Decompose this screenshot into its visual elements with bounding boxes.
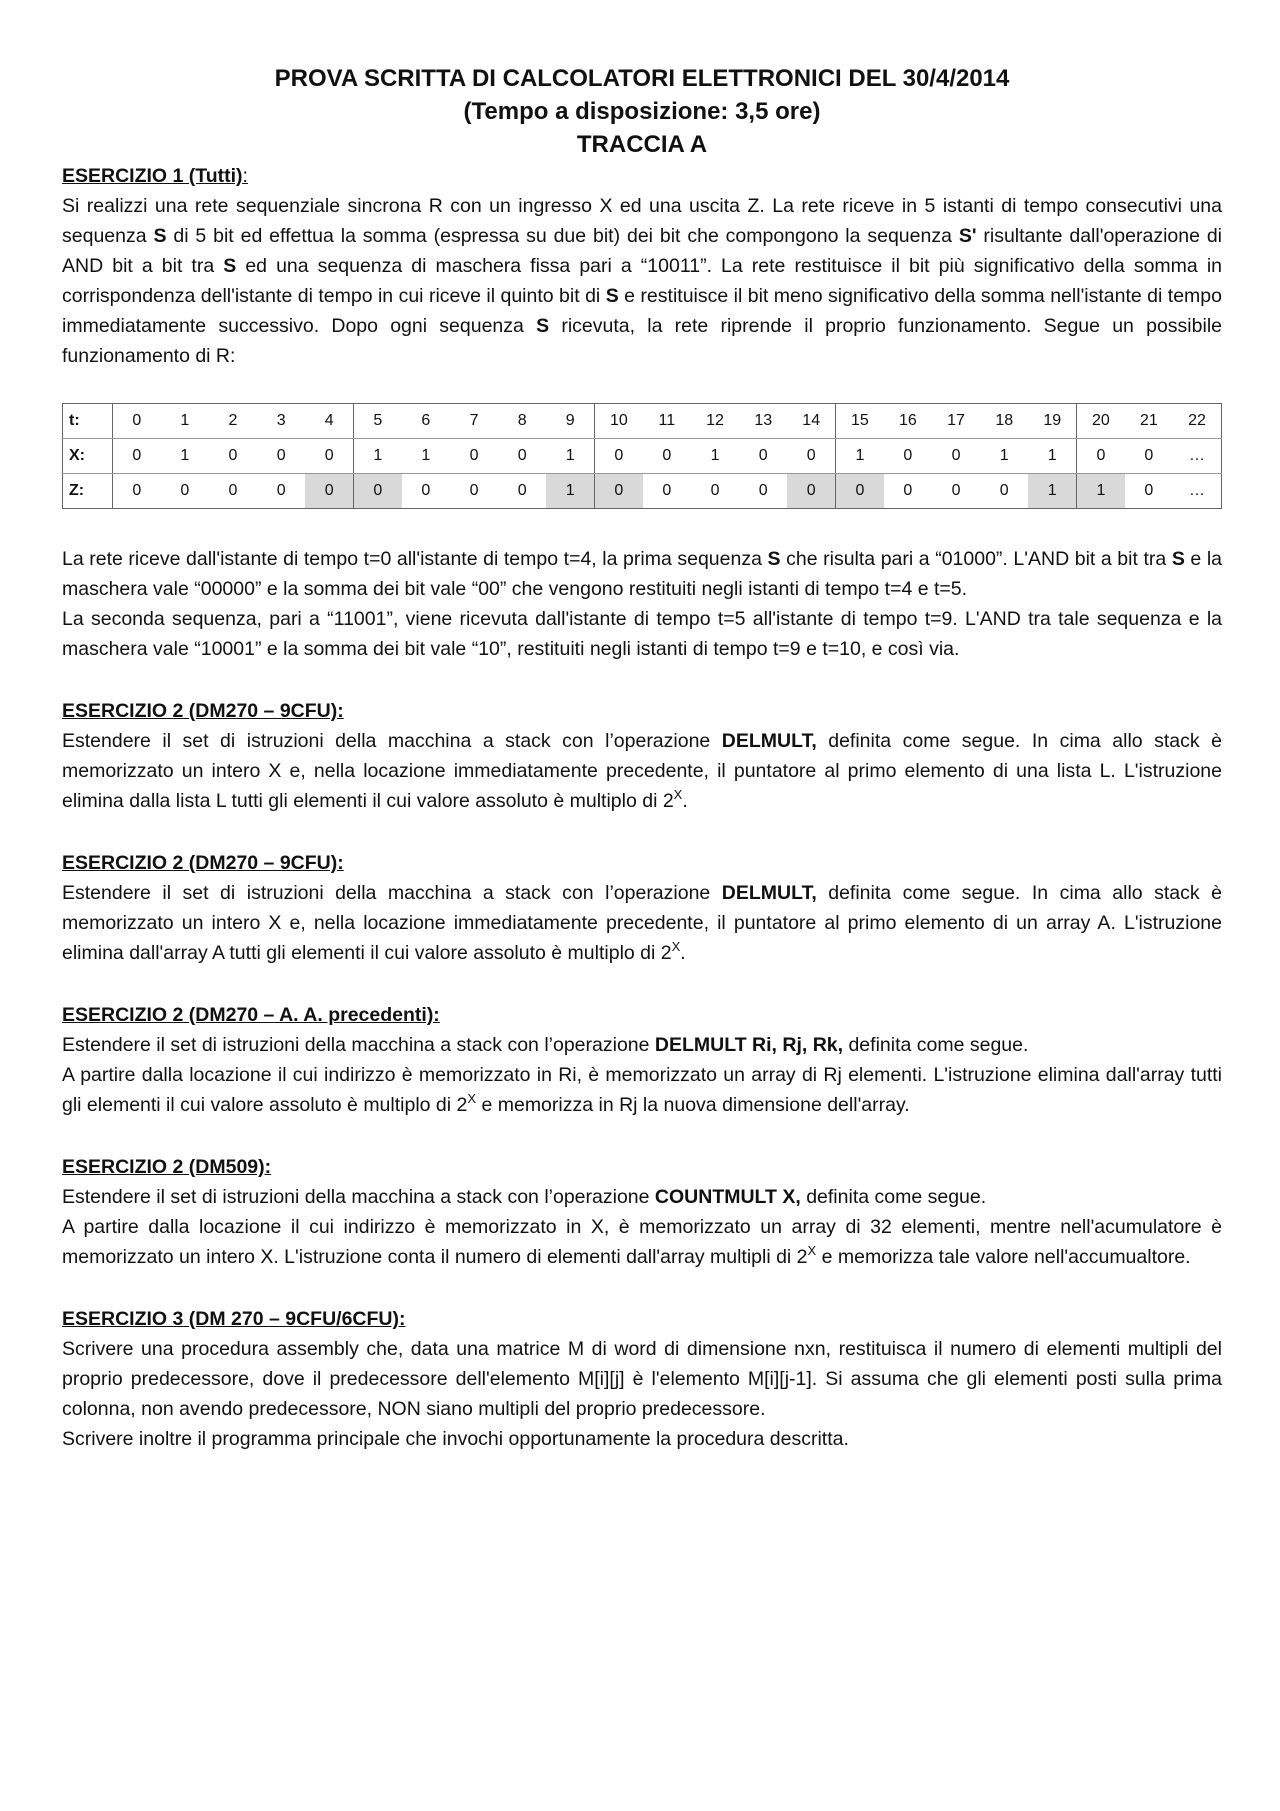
timing-row-label: Z: [63, 474, 113, 509]
exercise-1-text [62, 191, 1222, 371]
text-run: X [671, 939, 681, 954]
timing-cell: 11 [643, 404, 691, 439]
timing-cell: 0 [113, 474, 161, 509]
text-run: La rete riceve dall'istante di tempo t=0 all'istante di tempo t=4, la prima sequenza [62, 548, 768, 570]
text-run: definita come segue. [800, 1186, 987, 1208]
timing-cell: 1 [546, 439, 594, 474]
timing-cell: 20 [1077, 404, 1125, 439]
exercise-1 [62, 161, 1222, 664]
exercise-2-array-heading: ESERCIZIO 2 (DM270 – 9CFU): [62, 852, 344, 874]
exercise-2-dm509-heading: ESERCIZIO 2 (DM509): [62, 1156, 272, 1178]
timing-cell: 0 [498, 474, 546, 509]
text-run: S [223, 255, 237, 277]
timing-cell: 0 [305, 439, 353, 474]
text-run: ricevuta, la rete riprende il proprio funzionamento. Segue un possibile funzionamento di R: [62, 315, 1222, 367]
exercise-1-heading [62, 161, 1222, 191]
text-run: che risulta pari a “01000”. L'AND bit a bit tra [780, 548, 1172, 570]
timing-cell: 0 [305, 474, 353, 509]
timing-row [63, 404, 1222, 439]
timing-cell: 18 [980, 404, 1028, 439]
text-run: . [680, 942, 686, 964]
timing-cell: 4 [305, 404, 353, 439]
timing-cell: 0 [836, 474, 884, 509]
timing-cell: 7 [450, 404, 498, 439]
timing-cell: 0 [113, 404, 161, 439]
text-run: S [1171, 548, 1185, 570]
text-run: S [153, 225, 167, 247]
timing-cell: 14 [787, 404, 835, 439]
timing-cell: 12 [691, 404, 739, 439]
text-run: DELMULT Ri, Rj, Rk, [654, 1034, 844, 1056]
timing-cell: 3 [257, 404, 305, 439]
exercise-2-array [62, 848, 1222, 968]
text-run: e memorizza in Rj la nuova dimensione dell'array. [476, 1094, 910, 1116]
timing-cell: … [1173, 439, 1222, 474]
timing-cell: 0 [161, 474, 209, 509]
exam-track: TRACCIA A [576, 131, 708, 158]
timing-cell: 21 [1125, 404, 1173, 439]
exam-title: PROVA SCRITTA DI CALCOLATORI ELETTRONICI DEL 30/4/2014 [274, 65, 1010, 92]
text-run: DELMULT, [721, 730, 817, 752]
exercise-1-heading-text: ESERCIZIO 1 (Tutti) [62, 165, 243, 187]
exercise-1-heading-colon: : [242, 165, 248, 187]
timing-row [63, 439, 1222, 474]
timing-cell: 0 [932, 474, 980, 509]
timing-cell: 0 [595, 474, 643, 509]
timing-cell: 1 [1028, 439, 1076, 474]
timing-cell: 0 [884, 439, 932, 474]
timing-row-label: X: [63, 439, 113, 474]
timing-cell: 0 [643, 474, 691, 509]
timing-cell: 19 [1028, 404, 1076, 439]
timing-cell: 0 [1125, 474, 1173, 509]
text-run: e la maschera vale “00000” e la somma dei bit vale “00” che vengono restituiti negli istanti di tempo t=4 e t=5. [62, 548, 1222, 600]
timing-cell: 1 [1028, 474, 1076, 509]
timing-cell: 1 [691, 439, 739, 474]
text-run: Estendere il set di istruzioni della macchina a stack con l’operazione [62, 1186, 655, 1208]
text-run: definita come segue. [843, 1034, 1029, 1056]
timing-cell: 0 [1077, 439, 1125, 474]
text-run: X [673, 787, 683, 802]
timing-cell: 1 [836, 439, 884, 474]
timing-cell: 0 [932, 439, 980, 474]
text-run: S [605, 285, 619, 307]
text-run: definita come segue. In cima allo stack è memorizzato un intero X e, nella locazione immediatamente precedente, il puntatore al primo elemento di un array A. L'istruzione elimina dall'array A tutti gli elementi il cui valore assoluto è multiplo di 2 [62, 882, 1222, 964]
timing-row-label: t: [63, 404, 113, 439]
timing-row [63, 474, 1222, 509]
text-run: DELMULT, [721, 882, 817, 904]
text-run: e memorizza tale valore nell'accumualtore. [816, 1246, 1191, 1268]
timing-cell: 1 [354, 439, 402, 474]
timing-cell: 0 [980, 474, 1028, 509]
timing-cell: 0 [257, 439, 305, 474]
exercise-1-explanation-1 [62, 544, 1222, 604]
text-run: X [807, 1243, 817, 1258]
timing-cell: 0 [691, 474, 739, 509]
timing-cell: 0 [113, 439, 161, 474]
timing-cell: 9 [546, 404, 594, 439]
timing-table [62, 403, 1222, 509]
text-run: definita come segue. In cima allo stack è memorizzato un intero X e, nella locazione immediatamente precedente, il puntatore al primo elemento di una lista L. L'istruzione elimina dalla lista L tutti gli elementi il cui valore assoluto è multiplo di 2 [62, 730, 1222, 812]
timing-cell: 0 [884, 474, 932, 509]
timing-cell: 0 [450, 474, 498, 509]
exercise-2-previous-years-heading: ESERCIZIO 2 (DM270 – A. A. precedenti): [62, 1004, 440, 1026]
exam-page [62, 62, 1222, 1454]
text-run: S [767, 548, 781, 570]
exercise-2-previous-years-text-2 [62, 1060, 1222, 1120]
exercise-2-dm509 [62, 1152, 1222, 1272]
timing-cell: 22 [1173, 404, 1222, 439]
timing-cell: 8 [498, 404, 546, 439]
timing-cell: 0 [787, 474, 835, 509]
text-run: . [682, 790, 688, 812]
text-run: A partire dalla locazione il cui indirizzo è memorizzato in Ri, è memorizzato un array di Rj elementi. L'istruzione elimina dall'array tutti gli elementi il cui valore assoluto è multiplo di 2 [62, 1064, 1222, 1116]
exercise-2-previous-years [62, 1000, 1222, 1120]
exercise-2-array-text [62, 878, 1222, 968]
text-run: Estendere il set di istruzioni della macchina a stack con l’operazione [62, 882, 722, 904]
text-run: Estendere il set di istruzioni della macchina a stack con l’operazione [62, 1034, 655, 1056]
timing-cell: 10 [595, 404, 643, 439]
timing-cell: 0 [739, 439, 787, 474]
timing-cell: 0 [257, 474, 305, 509]
exam-duration: (Tempo a disposizione: 3,5 ore) [463, 98, 821, 125]
timing-cell: 16 [884, 404, 932, 439]
exercise-2-list-text [62, 726, 1222, 816]
timing-cell: 13 [739, 404, 787, 439]
timing-cell: 0 [450, 439, 498, 474]
exercise-2-previous-years-text-1 [62, 1030, 1222, 1060]
text-run: e restituisce il bit meno significativo della somma nell'istante di tempo immediatamente successivo. Dopo ogni sequenza [62, 285, 1222, 337]
text-run: ed una sequenza di maschera fissa pari a “10011”. La rete restituisce il bit più significativo della somma in corrispondenza dell'istante di tempo in cui riceve il quinto bit di [62, 255, 1222, 307]
timing-cell: 1 [1077, 474, 1125, 509]
timing-cell: 15 [836, 404, 884, 439]
text-run: Si realizzi una rete sequenziale sincrona R con un ingresso X ed una uscita Z. La rete riceve in 5 istanti di tempo consecutivi una sequenza [62, 195, 1222, 247]
timing-cell: 1 [546, 474, 594, 509]
timing-cell: 0 [739, 474, 787, 509]
timing-cell: 1 [402, 439, 450, 474]
timing-cell: 1 [980, 439, 1028, 474]
exercise-3-text-2: Scrivere inoltre il programma principale che invochi opportunamente la procedura descritta. [62, 1428, 849, 1450]
text-run: COUNTMULT X, [654, 1186, 801, 1208]
timing-cell: 0 [354, 474, 402, 509]
exercise-2-list-heading: ESERCIZIO 2 (DM270 – 9CFU): [62, 700, 344, 722]
timing-cell: 0 [787, 439, 835, 474]
timing-cell: 0 [1125, 439, 1173, 474]
exercise-3-text-1: Scrivere una procedura assembly che, data una matrice M di word di dimensione nxn, restituisca il numero di elementi multipli del proprio predecessore, dove il predecessore dell'elemento M[i][j] è l'elemento M[i][j-1]. Si assuma che gli elementi posti sulla prima colonna, non avendo predecessore, NON siano multipli del proprio predecessore. [62, 1338, 1222, 1420]
text-run: S' [958, 225, 977, 247]
timing-cell: 0 [498, 439, 546, 474]
timing-cell: 0 [209, 439, 257, 474]
exercise-3-heading: ESERCIZIO 3 (DM 270 – 9CFU/6CFU): [62, 1308, 406, 1330]
text-run: S [536, 315, 550, 337]
text-run: risultante dall'operazione di AND bit a bit tra [62, 225, 1222, 277]
timing-cell: 6 [402, 404, 450, 439]
timing-cell: 17 [932, 404, 980, 439]
exercise-3 [62, 1304, 1222, 1454]
text-run: X [467, 1091, 477, 1106]
timing-cell: 0 [402, 474, 450, 509]
timing-cell: 0 [209, 474, 257, 509]
timing-cell: 2 [209, 404, 257, 439]
timing-cell: 1 [161, 404, 209, 439]
text-run: A partire dalla locazione il cui indirizzo è memorizzato in X, è memorizzato un array di 32 elementi, mentre nell'acumulatore è memorizzato un intero X. L'istruzione conta il numero di elementi dall'array multipli di 2 [62, 1216, 1222, 1268]
text-run: di 5 bit ed effettua la somma (espressa su due bit) dei bit che compongono la sequenza [166, 225, 959, 247]
timing-cell: 1 [161, 439, 209, 474]
exercise-2-list [62, 696, 1222, 816]
exercise-2-dm509-text-1 [62, 1182, 1222, 1212]
timing-cell: 5 [354, 404, 402, 439]
timing-cell: 0 [595, 439, 643, 474]
exercise-1-explanation-2: La seconda sequenza, pari a “11001”, viene ricevuta dall'istante di tempo t=5 all'istante di tempo t=9. L'AND tra tale sequenza e la maschera vale “10001” e la somma dei bit vale “10”, restituiti negli istanti di tempo t=9 e t=10, e così via. [62, 608, 1222, 660]
timing-cell: … [1173, 474, 1222, 509]
exercise-2-dm509-text-2 [62, 1212, 1222, 1272]
text-run: Estendere il set di istruzioni della macchina a stack con l’operazione [62, 730, 722, 752]
timing-cell: 0 [643, 439, 691, 474]
